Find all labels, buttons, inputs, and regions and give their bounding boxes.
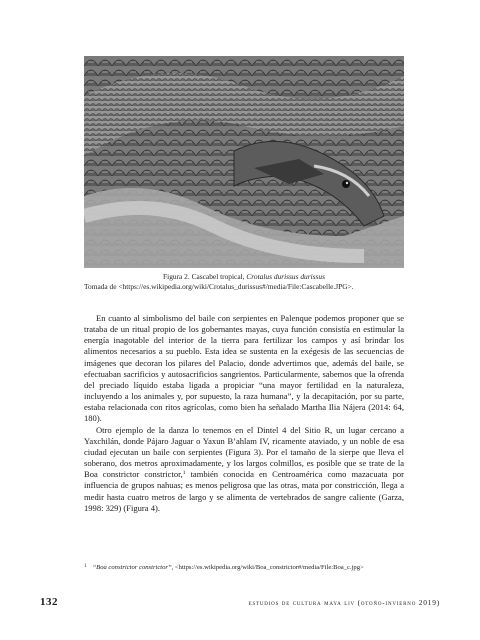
snake-illustration	[84, 56, 404, 268]
paragraph-1: En cuanto al simbolismo del baile con serpientes en Palenque podemos proponer que se trataba de un ritual propio de los gobernantes mayas, cuya función consistía en estimular la energía inagotable del interior de la tierra para fertilizar los campos y así brindar los alimentos necesarios a su pueblo. Esta idea se sustenta en la exégesis de las secuencias de imágenes que decoran los pilares del Palacio, donde advertimos que, además del baile, se efectuaban sacrificios y autosacrificios sangrientos. Particularmente, sabemos que la ofrenda del preciado líquido estaba ligada a propiciar “una mayor fertilidad en la naturaleza, incluyendo a los animales y, por supuesto, la raza humana”, y la decapitación, por su parte, estaba relacionada con ritos agrícolas, como bien ha señalado Martha Ilia Nájera (2014: 64, 180).	[84, 313, 404, 424]
footnote-title: “Boa constrictor constrictor”,	[92, 564, 174, 571]
running-head: estudios de cultura maya liv (otoño-invierno 2019)	[248, 598, 440, 607]
footnote-mark: 1	[84, 564, 87, 569]
figure-caption	[84, 272, 404, 292]
page-number: 132	[40, 596, 58, 608]
caption-species: Crotalus durissus durissus	[246, 272, 325, 281]
paragraph-2-part-1: Otro ejemplo de la danza lo tenemos en el Dintel 4 del Sitio R, un lugar cercano a Yaxchilán, donde Pájaro Jaguar o Yaxun B’ahlam IV, ricamente ataviado, y un noble de esa ciudad ejecutan un baile con serpientes (Figura 3). Por el tamaño de la sierpe que lleva el soberano, dos metros aproximadamente, y los largos colmillos, es posible que se trate de la Boa constrictor constrictor,	[84, 424, 404, 480]
footnote-reference[interactable]: 1	[182, 470, 186, 477]
body-text	[84, 313, 404, 514]
figure-photo-rattlesnake	[84, 56, 404, 268]
caption-prefix: Figura 2. Cascabel tropical,	[163, 272, 245, 281]
paragraph-2	[84, 425, 404, 514]
footnote-url[interactable]: <https://es.wikipedia.org/wiki/Boa_constrictor#/media/File:Boa_c.jpg>	[173, 564, 364, 571]
footnote	[84, 563, 404, 572]
caption-source: Tomada de <https://es.wikipedia.org/wiki/Crotalus_durissus#/media/File:Cascabelle.JPG>.	[84, 282, 354, 291]
paragraph-2-part-2: también conocida en Centroamérica como mazacuata por influencia de grupos nahuas; es menos peligrosa que las otras, mata por constricción, llega a medir hasta cuatro metros de largo y se alimenta de vertebrados de sangre caliente (Garza, 1998: 329) (Figura 4).	[84, 469, 404, 513]
